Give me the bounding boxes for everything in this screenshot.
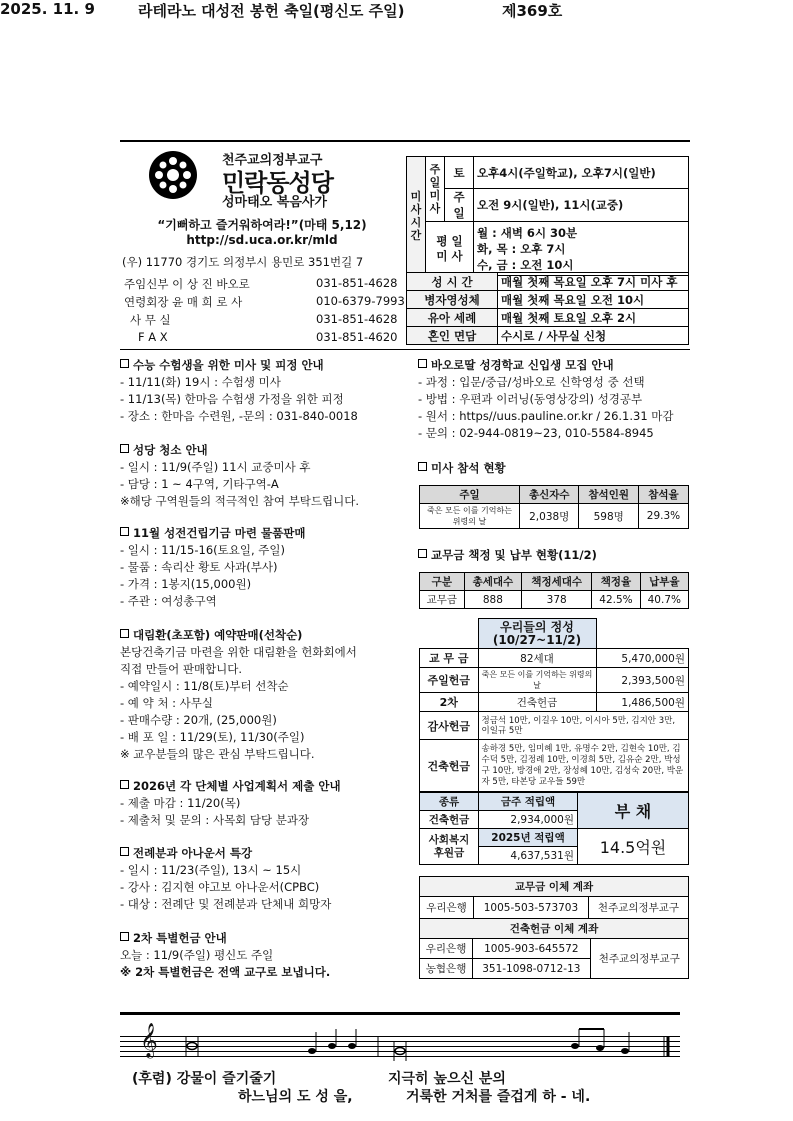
service-label: 병자영성체: [407, 291, 498, 309]
service-label: 혼인 면담: [407, 327, 498, 345]
contact-row: 연령회장 윤 매 희 로 사 010-6379-7993: [124, 294, 405, 309]
notice-second-collection: 2차 특별헌금 안내 오늘 : 11/9(주일) 평신도 주일 ※ 2차 특별헌금은 전액 교구로 보냅니다.: [120, 931, 331, 979]
notice-advent-wreath: 대림환(초포함) 예약판매(선착순) 본당건축기금 마련을 위한 대림환을 헌화회에서 직접 만들어 판매합니다. - 예약일시 : 11/8(토)부터 선착순 - 예 약 처 : 사무실 - 판매수량 : 20개, (25,000원) - 배 포 일 : 11/29(토), 11/30(주일) ※ 교우분들의 많은 관심 부탁드립니다.: [120, 628, 357, 761]
notice-fund-sale: 11월 성전건립기금 마련 물품판매 - 일시 : 11/15-16(토요일, 주일) - 물품 : 속리산 황토 사과(부사) - 가격 : 1봉지(15,000원) - 주관 : 여성총구역: [120, 526, 306, 608]
patron-name: 성마태오 복음사가: [222, 195, 327, 210]
service-value: 수시로 / 사무실 신청: [498, 327, 689, 345]
service-value: 매월 첫째 목요일 오후 7시 미사 후: [498, 273, 689, 291]
sat-mass-time: 오후4시(주일학교), 오후7시(일반): [474, 157, 689, 189]
notice-business-plan: 2026년 각 단체별 사업계획서 제출 안내 - 제출 마감 : 11/20(목) - 제출처 및 문의 : 사목회 담당 분과장: [120, 779, 341, 827]
attendance-table: 주일 총신자수 참석인원 참석율 죽은 모든 이를 기억하는 위령의 날 2,038명 598명 29.3%: [419, 485, 689, 529]
issue-number: 제369호: [502, 2, 563, 20]
notice-bible-school: 바오로딸 성경학교 신입생 모집 안내 - 과정 : 입문/중급/성바오로 신학영성 중 선택 - 방법 : 우편과 이러닝(동영상강의) 성경공부 - 원서 : https//uus.pauline.or.kr / 26.1.31 마감 - 문의 : 02-944-0819~23, 010-5584-8945: [418, 358, 674, 440]
lyrics-line-2a: 하느님의 도 성 을,: [238, 1089, 353, 1105]
motto: “기뻐하고 즐거워하여라!”(마태 5,12): [157, 218, 367, 232]
sun-label: 주일: [445, 189, 474, 222]
sun-mass-time: 오전 9시(일반), 11시(교중): [474, 189, 689, 222]
bulletin-date: 2025. 11. 9: [0, 0, 95, 18]
bulletin-header: [0, 0, 563, 26]
parish-url[interactable]: http://sd.uca.or.kr/mld: [186, 233, 338, 247]
mass-schedule-table: [406, 156, 689, 277]
parish-logo-icon: [148, 150, 198, 200]
service-times-table: [406, 272, 689, 345]
address: (우) 11770 경기도 의정부시 용민로 351번길 7: [122, 255, 364, 269]
notice-exam-mass: 수능 수험생을 위한 미사 및 피정 안내 - 11/11(화) 19시 : 수험생 미사 - 11/13(목) 한마음 수험생 가정을 위한 피정 - 장소 : 한마음 수련원, -문의 : 031-840-0018: [120, 358, 358, 423]
dues-account-table: 교무금 이체 계좌 우리은행 1005-503-573703 천주교의정부교구: [419, 876, 689, 919]
offering-table: 우리들의 정성 (10/27~11/2) 교 무 금 82세대 5,470,000원 주일헌금 죽은 모든 이를 기억하는 위령의 날 2,393,500원 2차 건축헌금 1,486,500원 감사헌금 정금석 10만, 이길우 10만, 이시아 5만, 김지안 3만, 이일규 5만 건축헌금 송하경 5만, 임미혜 1만, 유명수 2만, 김현숙 10만, 김수덕 5만, 김정례 10만, 이경희 5만, 김유순 2만, 박성구 10만, 방경애 2만, 장성혜 10만, 김성숙 20만, 박운자 5만, 타본당 교우들 59만: [419, 618, 689, 792]
mass-group-label: 미사시간: [407, 157, 426, 277]
service-value: 매월 첫째 목요일 오전 10시: [498, 291, 689, 309]
contact-row: 주임신부 이 상 진 바오로 031-851-4628: [124, 276, 398, 291]
lyrics-line-1b: 지극히 높으신 분의: [388, 1071, 506, 1087]
contact-row: F A X 031-851-4620: [138, 330, 398, 344]
bulletin-title: 라테라노 대성전 봉헌 축일(평신도 주일): [138, 2, 405, 20]
header-rule: [120, 140, 690, 142]
contact-row: 사 무 실 031-851-4628: [130, 312, 398, 327]
music-top-rule: [120, 1012, 680, 1015]
notice-liturgy-lecture: 전례분과 아나운서 특강 - 일시 : 11/23(주일), 13시 ~ 15시 - 강사 : 김지현 야고보 아나운서(CPBC) - 대상 : 전례단 및 전례분과 단체내 희망자: [120, 846, 332, 911]
service-label: 성 시 간: [407, 273, 498, 291]
music-notes: [180, 1024, 680, 1064]
diocese-name: 천주교의정부교구: [222, 153, 323, 168]
section-rule: [120, 349, 690, 350]
attendance-title: 미사 참석 현황: [418, 460, 506, 477]
notice-cleaning: 성당 청소 안내 - 일시 : 11/9(주일) 11시 교중미사 후 - 담당 : 1 ~ 4구역, 기타구역-A ※해당 구역원들의 적극적인 참여 부탁드립니다.: [120, 443, 359, 508]
sunday-mass-label: 주일미사: [426, 157, 445, 222]
offering-title: 우리들의 정성 (10/27~11/2): [478, 619, 596, 649]
dues-title: 교무금 책정 및 납부 현황(11/2): [418, 547, 597, 564]
weekday-mass-times: 월 : 새벽 6시 30분 화, 목 : 오후 7시 수, 금 : 오전 10시: [474, 222, 689, 276]
build-account-table: 건축헌금 이체 계좌 우리은행 1005-903-645572 천주교의정부교구 농협은행 351-1098-0712-13: [419, 918, 689, 979]
sat-label: 토: [445, 157, 474, 189]
fund-table: 종류 금주 적립액 부 채 건축헌금 2,934,000원 사회복지 후원금 2025년 적립액 14.5억원 4,637,531원: [419, 792, 689, 865]
lyrics-line-1a: (후렴) 강물이 즐기줄기: [132, 1071, 277, 1087]
weekday-label: 평 일 미 사: [426, 222, 474, 276]
service-value: 매월 첫째 토요일 오후 2시: [498, 309, 689, 327]
lyrics-line-2b: 거룩한 거처를 즐겁게 하 - 네.: [406, 1089, 591, 1105]
parish-name: 민락동성당: [222, 169, 333, 197]
service-label: 유아 세례: [407, 309, 498, 327]
treble-clef-icon: 𝄞: [140, 1023, 158, 1058]
dues-table: 구분 총세대수 책정세대수 책정율 납부율 교무금 888 378 42.5% 40.7%: [419, 572, 689, 609]
